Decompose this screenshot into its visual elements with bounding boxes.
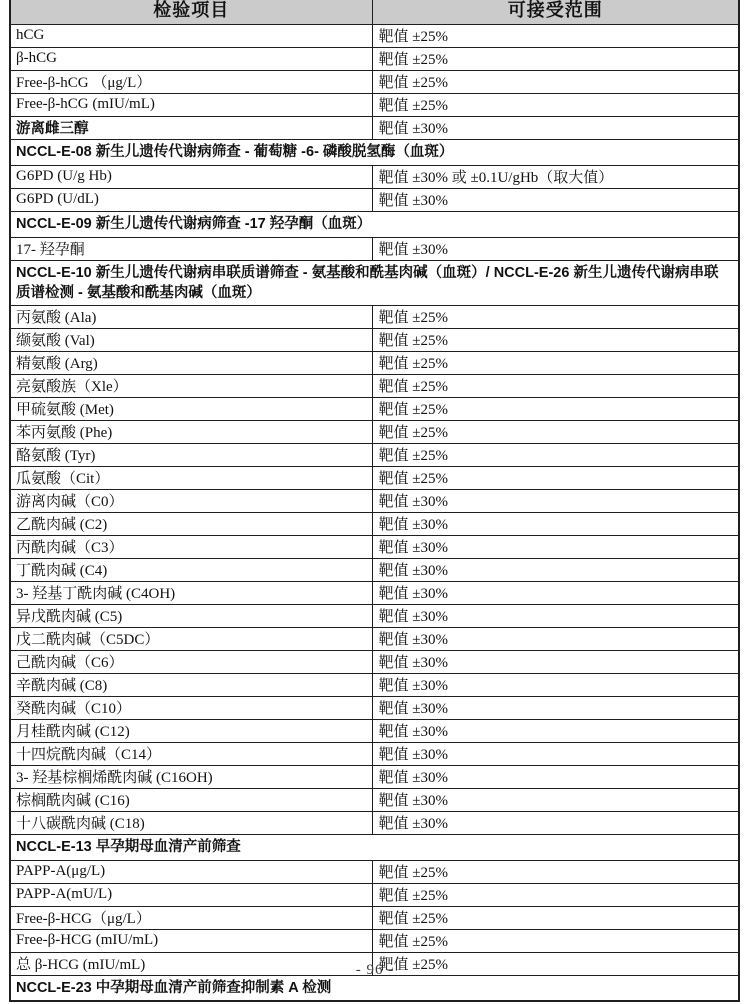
item-row bbox=[10, 116, 739, 139]
acceptable-range-value: 靶值 ±25% bbox=[372, 860, 739, 883]
acceptable-range-value: 靶值 ±30% bbox=[372, 742, 739, 765]
test-item-label: hCG bbox=[10, 24, 372, 47]
section-title: NCCL-E-08 新生儿遗传代谢病筛查 - 葡萄糖 -6- 磷酸脱氢酶（血斑） bbox=[10, 139, 739, 165]
item-row bbox=[10, 165, 739, 188]
acceptable-range-value: 靶值 ±25% bbox=[372, 906, 739, 929]
test-item-label: 3- 羟基丁酰肉碱 (C4OH) bbox=[10, 581, 372, 604]
item-row bbox=[10, 811, 739, 834]
test-item-label: 苯丙氨酸 (Phe) bbox=[10, 420, 372, 443]
section-title: NCCL-E-09 新生儿遗传代谢病筛查 -17 羟孕酮（血斑） bbox=[10, 211, 739, 237]
test-item-label: Free-β-hCG (mIU/mL) bbox=[10, 93, 372, 116]
acceptable-range-value: 靶值 ±25% bbox=[372, 305, 739, 328]
test-item-label: 17- 羟孕酮 bbox=[10, 237, 372, 260]
section-row bbox=[10, 260, 739, 305]
test-item-label: 总 β-HCG (mIU/mL) bbox=[10, 952, 372, 975]
test-item-label: 丙酰肉碱（C3） bbox=[10, 535, 372, 558]
test-item-label: 丁酰肉碱 (C4) bbox=[10, 558, 372, 581]
acceptable-range-value: 靶值 ±25% bbox=[372, 47, 739, 70]
acceptable-range-value: 靶值 ±30% bbox=[372, 512, 739, 535]
test-item-label: 游离肉碱（C0） bbox=[10, 489, 372, 512]
test-item-label: 游离雌三醇 bbox=[10, 116, 372, 139]
section-row bbox=[10, 834, 739, 860]
item-row bbox=[10, 237, 739, 260]
item-row bbox=[10, 188, 739, 211]
item-row bbox=[10, 558, 739, 581]
item-row bbox=[10, 742, 739, 765]
acceptance-table-body bbox=[10, 24, 739, 1001]
item-row bbox=[10, 604, 739, 627]
item-row bbox=[10, 929, 739, 952]
test-item-label: 异戊酰肉碱 (C5) bbox=[10, 604, 372, 627]
item-row bbox=[10, 24, 739, 47]
section-title: NCCL-E-13 早孕期母血清产前筛查 bbox=[10, 834, 739, 860]
acceptable-range-value: 靶值 ±25% bbox=[372, 397, 739, 420]
item-row bbox=[10, 696, 739, 719]
test-item-label: 月桂酰肉碱 (C12) bbox=[10, 719, 372, 742]
test-item-label: Free-β-HCG（μg/L） bbox=[10, 906, 372, 929]
test-item-label: 甲硫氨酸 (Met) bbox=[10, 397, 372, 420]
item-row bbox=[10, 765, 739, 788]
item-row bbox=[10, 351, 739, 374]
item-row bbox=[10, 489, 739, 512]
test-item-label: G6PD (U/dL) bbox=[10, 188, 372, 211]
item-row bbox=[10, 650, 739, 673]
test-item-label: Free-β-hCG （μg/L） bbox=[10, 70, 372, 93]
item-row bbox=[10, 305, 739, 328]
item-row bbox=[10, 420, 739, 443]
test-item-label: 十四烷酰肉碱（C14） bbox=[10, 742, 372, 765]
item-row bbox=[10, 673, 739, 696]
item-row bbox=[10, 397, 739, 420]
acceptable-range-value: 靶值 ±25% bbox=[372, 466, 739, 489]
page-number: - 96 - bbox=[355, 962, 395, 978]
acceptable-range-value: 靶值 ±25% bbox=[372, 420, 739, 443]
test-item-label: 乙酰肉碱 (C2) bbox=[10, 512, 372, 535]
item-row bbox=[10, 719, 739, 742]
item-row bbox=[10, 466, 739, 489]
item-row bbox=[10, 906, 739, 929]
item-row bbox=[10, 70, 739, 93]
acceptable-range-value: 靶值 ±30% bbox=[372, 696, 739, 719]
acceptable-range-value: 靶值 ±30% 或 ±0.1U/gHb（取大值） bbox=[372, 165, 739, 188]
section-row bbox=[10, 139, 739, 165]
test-item-label: 精氨酸 (Arg) bbox=[10, 351, 372, 374]
section-title: NCCL-E-23 中孕期母血清产前筛查抑制素 A 检测 bbox=[10, 975, 739, 1001]
test-item-label: 丙氨酸 (Ala) bbox=[10, 305, 372, 328]
acceptable-range-value: 靶值 ±25% bbox=[372, 93, 739, 116]
test-item-label: 戊二酰肉碱（C5DC） bbox=[10, 627, 372, 650]
acceptable-range-value: 靶值 ±30% bbox=[372, 650, 739, 673]
item-row bbox=[10, 581, 739, 604]
item-row bbox=[10, 443, 739, 466]
test-item-label: G6PD (U/g Hb) bbox=[10, 165, 372, 188]
item-row bbox=[10, 883, 739, 906]
item-row bbox=[10, 93, 739, 116]
acceptable-range-value: 靶值 ±30% bbox=[372, 604, 739, 627]
acceptable-range-value: 靶值 ±30% bbox=[372, 673, 739, 696]
item-row bbox=[10, 860, 739, 883]
section-row bbox=[10, 211, 739, 237]
test-item-label: PAPP-A(μg/L) bbox=[10, 860, 372, 883]
test-item-label: PAPP-A(mU/L) bbox=[10, 883, 372, 906]
test-item-label: 辛酰肉碱 (C8) bbox=[10, 673, 372, 696]
acceptable-range-value: 靶值 ±25% bbox=[372, 929, 739, 952]
test-item-label: 亮氨酸族（Xle） bbox=[10, 374, 372, 397]
test-item-label: 3- 羟基棕榈烯酰肉碱 (C16OH) bbox=[10, 765, 372, 788]
acceptable-range-value: 靶值 ±25% bbox=[372, 70, 739, 93]
test-item-label: β-hCG bbox=[10, 47, 372, 70]
acceptable-range-value: 靶值 ±30% bbox=[372, 811, 739, 834]
acceptable-range-value: 靶值 ±30% bbox=[372, 535, 739, 558]
acceptable-range-value: 靶值 ±30% bbox=[372, 765, 739, 788]
acceptable-range-value: 靶值 ±30% bbox=[372, 719, 739, 742]
item-row bbox=[10, 627, 739, 650]
acceptable-range-value: 靶值 ±25% bbox=[372, 374, 739, 397]
acceptable-range-value: 靶值 ±25% bbox=[372, 24, 739, 47]
test-item-label: 缬氨酸 (Val) bbox=[10, 328, 372, 351]
item-row bbox=[10, 47, 739, 70]
table-header-row bbox=[10, 0, 739, 24]
acceptable-range-value: 靶值 ±25% bbox=[372, 443, 739, 466]
acceptable-range-value: 靶值 ±30% bbox=[372, 489, 739, 512]
item-row bbox=[10, 788, 739, 811]
acceptable-range-value: 靶值 ±25% bbox=[372, 952, 739, 975]
test-item-label: Free-β-HCG (mIU/mL) bbox=[10, 929, 372, 952]
section-title: NCCL-E-10 新生儿遗传代谢病串联质谱筛查 - 氨基酸和酰基肉碱（血斑）/ NCCL-E-26 新生儿遗传代谢病串联质谱检测 - 氨基酸和酰基肉碱（血斑） bbox=[10, 260, 739, 305]
acceptable-range-value: 靶值 ±25% bbox=[372, 883, 739, 906]
acceptable-range-value: 靶值 ±25% bbox=[372, 351, 739, 374]
item-row bbox=[10, 535, 739, 558]
acceptable-range-value: 靶值 ±30% bbox=[372, 627, 739, 650]
acceptable-range-value: 靶值 ±30% bbox=[372, 237, 739, 260]
test-item-label: 棕榈酰肉碱 (C16) bbox=[10, 788, 372, 811]
item-row bbox=[10, 512, 739, 535]
column-header-acceptable-range: 可接受范围 bbox=[372, 0, 739, 24]
test-item-label: 酪氨酸 (Tyr) bbox=[10, 443, 372, 466]
test-item-label: 瓜氨酸（Cit） bbox=[10, 466, 372, 489]
test-item-label: 十八碳酰肉碱 (C18) bbox=[10, 811, 372, 834]
test-item-label: 己酰肉碱（C6） bbox=[10, 650, 372, 673]
acceptable-range-value: 靶值 ±25% bbox=[372, 328, 739, 351]
acceptable-range-value: 靶值 ±30% bbox=[372, 558, 739, 581]
test-item-label: 癸酰肉碱（C10） bbox=[10, 696, 372, 719]
acceptable-range-value: 靶值 ±30% bbox=[372, 116, 739, 139]
item-row bbox=[10, 328, 739, 351]
column-header-test-item: 检验项目 bbox=[10, 0, 372, 24]
acceptable-range-value: 靶值 ±30% bbox=[372, 188, 739, 211]
item-row bbox=[10, 374, 739, 397]
acceptable-range-value: 靶值 ±30% bbox=[372, 788, 739, 811]
acceptance-criteria-table bbox=[9, 0, 740, 1002]
acceptable-range-value: 靶值 ±30% bbox=[372, 581, 739, 604]
